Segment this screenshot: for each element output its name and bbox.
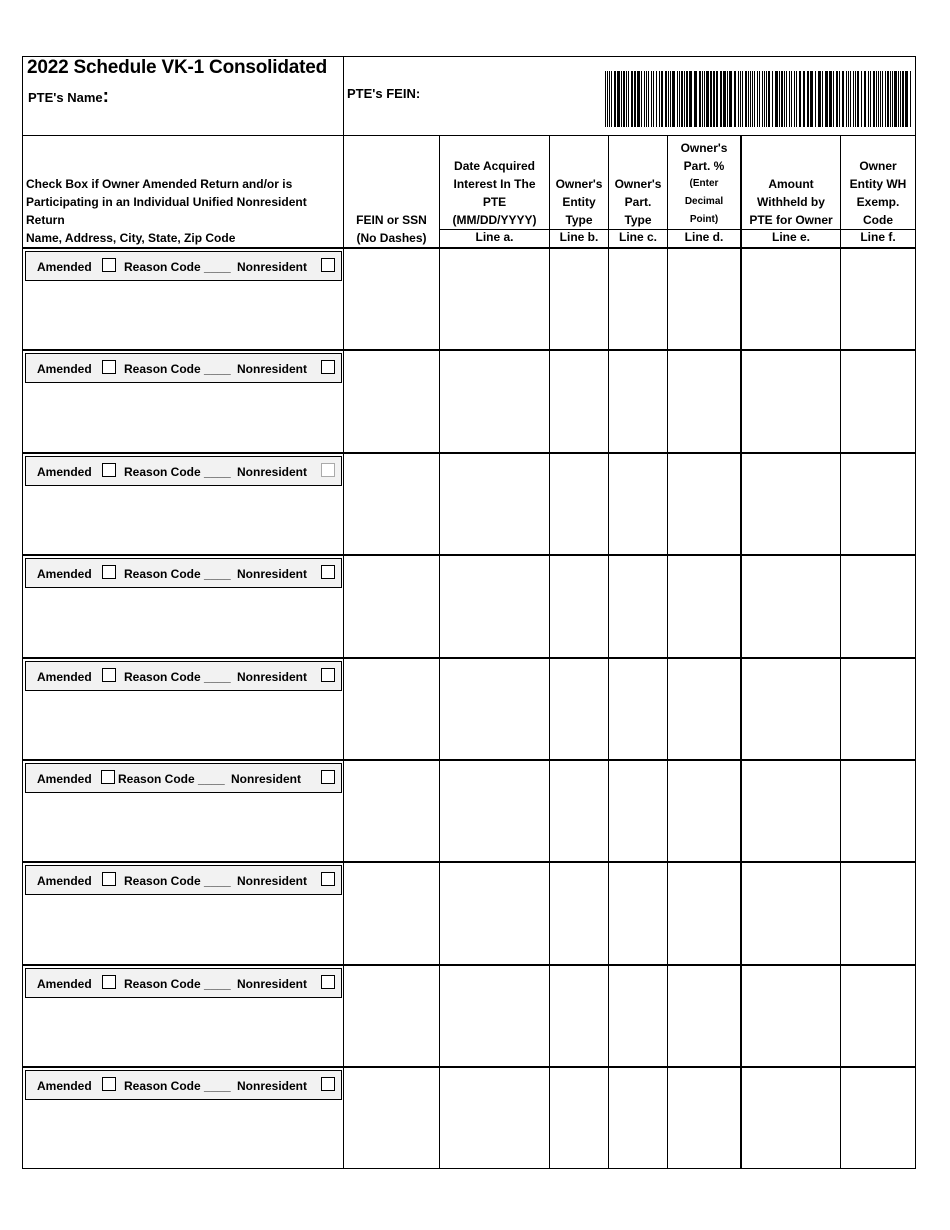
header-owner-info-line1: Check Box if Owner Amended Return and/or is bbox=[26, 177, 293, 191]
header-owner-info bbox=[23, 135, 343, 247]
header-exemp-ref: Line f. bbox=[841, 229, 915, 247]
nonresident-label: Nonresident bbox=[237, 976, 308, 991]
reason-code-label: Reason Code ____ bbox=[124, 669, 231, 684]
nonresident-label: Nonresident bbox=[237, 567, 308, 582]
barcode-bar bbox=[689, 71, 692, 127]
barcode-bar bbox=[894, 71, 897, 127]
header-part-pct-line2: Part. % bbox=[683, 159, 725, 173]
barcode-bar bbox=[855, 71, 856, 127]
barcode-bar bbox=[609, 71, 610, 127]
barcode-bar bbox=[873, 71, 875, 127]
barcode-bar bbox=[628, 71, 629, 127]
amended-checkbox[interactable] bbox=[102, 360, 116, 374]
header-part-pct-line3: (Enter bbox=[689, 178, 719, 189]
owner-row bbox=[23, 657, 915, 759]
barcode-bar bbox=[634, 71, 636, 127]
nonresident-label: Nonresident bbox=[237, 362, 308, 377]
header-date-line1: Date Acquired bbox=[454, 159, 535, 173]
amended-checkbox[interactable] bbox=[101, 770, 115, 784]
amended-label: Amended bbox=[37, 464, 92, 479]
header-fein-line1: FEIN or SSN bbox=[356, 213, 427, 227]
barcode-bar bbox=[611, 71, 612, 127]
row-separator bbox=[23, 452, 915, 454]
barcode-bar bbox=[623, 71, 625, 127]
barcode-bar bbox=[637, 71, 640, 127]
amended-label: Amended bbox=[37, 260, 92, 274]
header-withheld-ref: Line e. bbox=[742, 229, 840, 247]
barcode-bar bbox=[803, 71, 805, 127]
amended-checkbox[interactable] bbox=[102, 872, 116, 886]
barcode-bar bbox=[626, 71, 627, 127]
barcode-bar bbox=[641, 71, 642, 127]
header-withheld bbox=[742, 135, 840, 247]
barcode-bar bbox=[668, 71, 669, 127]
barcode-bar bbox=[887, 71, 889, 127]
owner-row bbox=[23, 349, 915, 451]
owner-row bbox=[23, 964, 915, 1066]
barcode-bar bbox=[898, 71, 899, 127]
header-divider bbox=[343, 57, 344, 135]
amended-bar bbox=[25, 251, 342, 281]
barcode-bar bbox=[885, 71, 886, 127]
barcode-bar bbox=[605, 71, 606, 127]
barcode-bar bbox=[757, 71, 758, 127]
barcode-bar bbox=[684, 71, 685, 127]
barcode-bar bbox=[833, 71, 834, 127]
barcode-bar bbox=[905, 71, 908, 127]
column-rule bbox=[740, 135, 742, 1168]
amended-bar bbox=[25, 865, 342, 895]
barcode-bar bbox=[607, 71, 608, 127]
header-part-pct-line5: Point) bbox=[689, 214, 719, 225]
barcode-bar bbox=[614, 71, 616, 127]
barcode-bar bbox=[704, 71, 705, 127]
barcode-bar bbox=[836, 71, 838, 127]
barcode-bar bbox=[892, 71, 893, 127]
nonresident-checkbox[interactable] bbox=[321, 770, 335, 784]
nonresident-label: Nonresident bbox=[237, 874, 308, 889]
barcode-bar bbox=[617, 71, 620, 127]
barcode-bar bbox=[794, 71, 795, 127]
barcode-bar bbox=[764, 71, 765, 127]
header-part-type-line2: Part. bbox=[624, 195, 652, 209]
barcode-bar bbox=[775, 71, 778, 127]
reason-code-label: Reason Code ____ bbox=[118, 772, 225, 786]
amended-label: Amended bbox=[37, 772, 92, 786]
barcode-bar bbox=[825, 71, 828, 127]
header-date-acquired bbox=[440, 135, 549, 247]
header-date-line3: PTE bbox=[482, 195, 507, 209]
nonresident-label: Nonresident bbox=[237, 464, 308, 479]
barcode-bar bbox=[653, 71, 654, 127]
barcode-bar bbox=[861, 71, 862, 127]
barcode-bar bbox=[846, 71, 847, 127]
nonresident-checkbox[interactable] bbox=[321, 463, 335, 477]
header-part-pct-ref: Line d. bbox=[668, 229, 740, 247]
column-rule bbox=[608, 135, 609, 1168]
barcode-bar bbox=[796, 71, 797, 127]
barcode-bar bbox=[710, 71, 712, 127]
barcode-bar bbox=[791, 71, 792, 127]
header-entity-line3: Type bbox=[565, 213, 593, 227]
barcode-bar bbox=[648, 71, 649, 127]
reason-code-label: Reason Code ____ bbox=[124, 567, 231, 582]
nonresident-checkbox[interactable] bbox=[321, 668, 335, 682]
barcode-bar bbox=[686, 71, 688, 127]
owner-row bbox=[23, 1066, 915, 1168]
column-rule bbox=[439, 135, 440, 1168]
owner-row bbox=[23, 861, 915, 963]
barcode-bar bbox=[759, 71, 760, 127]
header-fein-line2: (No Dashes) bbox=[356, 231, 427, 245]
barcode-bar bbox=[646, 71, 647, 127]
barcode-bar bbox=[910, 71, 911, 127]
nonresident-checkbox[interactable] bbox=[321, 258, 335, 272]
vk1-form bbox=[22, 56, 916, 1169]
header-entity-line1: Owner's bbox=[555, 177, 603, 191]
nonresident-label: Nonresident bbox=[237, 669, 308, 684]
barcode-bar bbox=[651, 71, 652, 127]
barcode-bar bbox=[850, 71, 851, 127]
barcode-bar bbox=[870, 71, 871, 127]
row-separator bbox=[23, 554, 915, 556]
barcode-bar bbox=[815, 71, 816, 127]
header-date-line4: (MM/DD/YYYY) bbox=[452, 213, 537, 227]
header-withheld-line1: Amount bbox=[768, 177, 814, 191]
barcode-bar bbox=[853, 71, 854, 127]
header-entity-line2: Entity bbox=[562, 195, 596, 209]
barcode-bar bbox=[772, 71, 773, 127]
amended-bar bbox=[25, 661, 342, 691]
barcode-bar bbox=[900, 71, 901, 127]
amended-checkbox[interactable] bbox=[102, 1077, 116, 1091]
nonresident-checkbox[interactable] bbox=[321, 872, 335, 886]
nonresident-label: Nonresident bbox=[231, 772, 302, 786]
amended-label: Amended bbox=[37, 874, 92, 889]
nonresident-label: Nonresident bbox=[237, 1079, 308, 1094]
barcode-bar bbox=[822, 71, 823, 127]
form-title: 2022 Schedule VK-1 Consolidated bbox=[27, 57, 327, 78]
column-rule bbox=[840, 135, 841, 1168]
row-separator bbox=[23, 657, 915, 659]
amended-bar bbox=[25, 353, 342, 383]
barcode-bar bbox=[659, 71, 660, 127]
pte-fein-label: PTE's FEIN: bbox=[347, 86, 421, 101]
column-rule bbox=[667, 135, 668, 1168]
amended-label: Amended bbox=[37, 362, 92, 377]
barcode-bar bbox=[729, 71, 732, 127]
header-part-type-ref: Line c. bbox=[609, 229, 667, 247]
barcode-bar bbox=[784, 71, 785, 127]
column-rule bbox=[549, 135, 550, 1168]
amended-bar bbox=[25, 968, 342, 998]
header-exemp-line4: Code bbox=[863, 213, 893, 227]
barcode-bar bbox=[876, 71, 877, 127]
barcode-bar bbox=[706, 71, 709, 127]
nonresident-checkbox[interactable] bbox=[321, 565, 335, 579]
barcode-bar bbox=[768, 71, 770, 127]
header-date-line2: Interest In The bbox=[453, 177, 536, 191]
amended-checkbox[interactable] bbox=[102, 258, 116, 272]
barcode-bar bbox=[699, 71, 701, 127]
barcode-bar bbox=[694, 71, 697, 127]
barcode-bar bbox=[656, 71, 657, 127]
owner-row bbox=[23, 759, 915, 861]
barcode-bar bbox=[864, 71, 866, 127]
nonresident-checkbox[interactable] bbox=[321, 360, 335, 374]
amended-bar bbox=[25, 1070, 342, 1100]
amended-checkbox[interactable] bbox=[102, 975, 116, 989]
barcode-bar bbox=[880, 71, 881, 127]
header-withheld-line3: PTE for Owner bbox=[749, 213, 833, 227]
header-owner-info-line3: Return bbox=[26, 213, 65, 227]
barcode-bar bbox=[742, 71, 743, 127]
barcode-bar bbox=[631, 71, 633, 127]
nonresident-checkbox[interactable] bbox=[321, 1077, 335, 1091]
barcode-bar bbox=[665, 71, 667, 127]
barcode-bar bbox=[752, 71, 753, 127]
barcode-bar bbox=[677, 71, 678, 127]
barcode-bar bbox=[779, 71, 780, 127]
barcode-bar bbox=[702, 71, 703, 127]
header-date-ref: Line a. bbox=[440, 229, 549, 247]
amended-bar bbox=[25, 763, 342, 793]
header-part-type bbox=[609, 135, 667, 247]
barcode-bar bbox=[713, 71, 715, 127]
barcode bbox=[605, 71, 911, 127]
barcode-bar bbox=[754, 71, 755, 127]
barcode-bar bbox=[842, 71, 844, 127]
owner-row bbox=[23, 554, 915, 656]
row-separator bbox=[23, 1066, 915, 1068]
header-exemp-line3: Exemp. bbox=[856, 195, 900, 209]
header-entity-ref: Line b. bbox=[550, 229, 608, 247]
barcode-bar bbox=[807, 71, 809, 127]
header-part-pct bbox=[668, 135, 740, 247]
barcode-bar bbox=[799, 71, 801, 127]
amended-label: Amended bbox=[37, 567, 92, 582]
header-owner-info-line2: Participating in an Individual Unified Nonresident bbox=[26, 195, 307, 209]
reason-code-label: Reason Code ____ bbox=[124, 874, 231, 889]
barcode-bar bbox=[829, 71, 832, 127]
header-fein bbox=[344, 135, 439, 247]
barcode-bar bbox=[750, 71, 751, 127]
barcode-bar bbox=[679, 71, 680, 127]
header-owner-info-line4: Name, Address, City, State, Zip Code bbox=[26, 231, 236, 245]
header-entity-type bbox=[550, 135, 608, 247]
amended-label: Amended bbox=[37, 1079, 92, 1094]
barcode-bar bbox=[727, 71, 728, 127]
reason-code-label: Reason Code ____ bbox=[124, 362, 231, 377]
reason-code-label: Reason Code ____ bbox=[124, 1079, 231, 1094]
pte-name-text: PTE's Name bbox=[28, 90, 103, 105]
barcode-bar bbox=[902, 71, 904, 127]
barcode-bar bbox=[734, 71, 736, 127]
barcode-bar bbox=[720, 71, 722, 127]
barcode-bar bbox=[766, 71, 767, 127]
pte-name-colon: : bbox=[102, 86, 109, 107]
barcode-bar bbox=[661, 71, 663, 127]
barcode-bar bbox=[857, 71, 859, 127]
barcode-bar bbox=[738, 71, 739, 127]
header-part-pct-line4: Decimal bbox=[684, 196, 724, 207]
reason-code-label: Reason Code ____ bbox=[124, 260, 231, 274]
barcode-bar bbox=[890, 71, 891, 127]
reason-code-label: Reason Code ____ bbox=[124, 976, 231, 991]
barcode-bar bbox=[723, 71, 726, 127]
barcode-bar bbox=[621, 71, 622, 127]
amended-checkbox[interactable] bbox=[102, 668, 116, 682]
barcode-bar bbox=[878, 71, 879, 127]
row-separator bbox=[23, 247, 915, 249]
barcode-bar bbox=[716, 71, 718, 127]
barcode-bar bbox=[818, 71, 821, 127]
column-headers bbox=[23, 135, 915, 247]
row-separator bbox=[23, 349, 915, 351]
amended-bar bbox=[25, 558, 342, 588]
barcode-bar bbox=[810, 71, 813, 127]
barcode-bar bbox=[762, 71, 763, 127]
barcode-bar bbox=[740, 71, 741, 127]
header-exemp-code bbox=[841, 135, 915, 247]
barcode-bar bbox=[848, 71, 849, 127]
pte-name-label bbox=[28, 86, 109, 108]
row-separator bbox=[23, 964, 915, 966]
reason-code-label: Reason Code ____ bbox=[124, 464, 231, 479]
barcode-bar bbox=[670, 71, 671, 127]
row-separator bbox=[23, 861, 915, 863]
header-part-pct-line1: Owner's bbox=[680, 141, 728, 155]
header-part-type-line3: Type bbox=[624, 213, 652, 227]
barcode-bar bbox=[745, 71, 747, 127]
barcode-bar bbox=[672, 71, 675, 127]
barcode-bar bbox=[781, 71, 783, 127]
column-rule bbox=[343, 135, 344, 1168]
amended-checkbox[interactable] bbox=[102, 565, 116, 579]
barcode-bar bbox=[681, 71, 683, 127]
row-separator bbox=[23, 759, 915, 761]
header-withheld-line2: Withheld by bbox=[757, 195, 825, 209]
barcode-bar bbox=[786, 71, 787, 127]
barcode-bar bbox=[748, 71, 749, 127]
barcode-bar bbox=[839, 71, 840, 127]
owner-row bbox=[23, 452, 915, 554]
nonresident-label: Nonresident bbox=[237, 260, 308, 274]
barcode-bar bbox=[789, 71, 790, 127]
owner-row bbox=[23, 247, 915, 349]
form-header bbox=[23, 57, 915, 136]
header-part-type-line1: Owner's bbox=[614, 177, 662, 191]
header-exemp-line1: Owner bbox=[859, 159, 897, 173]
header-exemp-line2: Entity WH bbox=[849, 177, 907, 191]
amended-label: Amended bbox=[37, 669, 92, 684]
amended-checkbox[interactable] bbox=[102, 463, 116, 477]
barcode-bar bbox=[644, 71, 645, 127]
amended-label: Amended bbox=[37, 976, 92, 991]
amended-bar bbox=[25, 456, 342, 486]
nonresident-checkbox[interactable] bbox=[321, 975, 335, 989]
barcode-bar bbox=[882, 71, 883, 127]
barcode-bar bbox=[868, 71, 869, 127]
